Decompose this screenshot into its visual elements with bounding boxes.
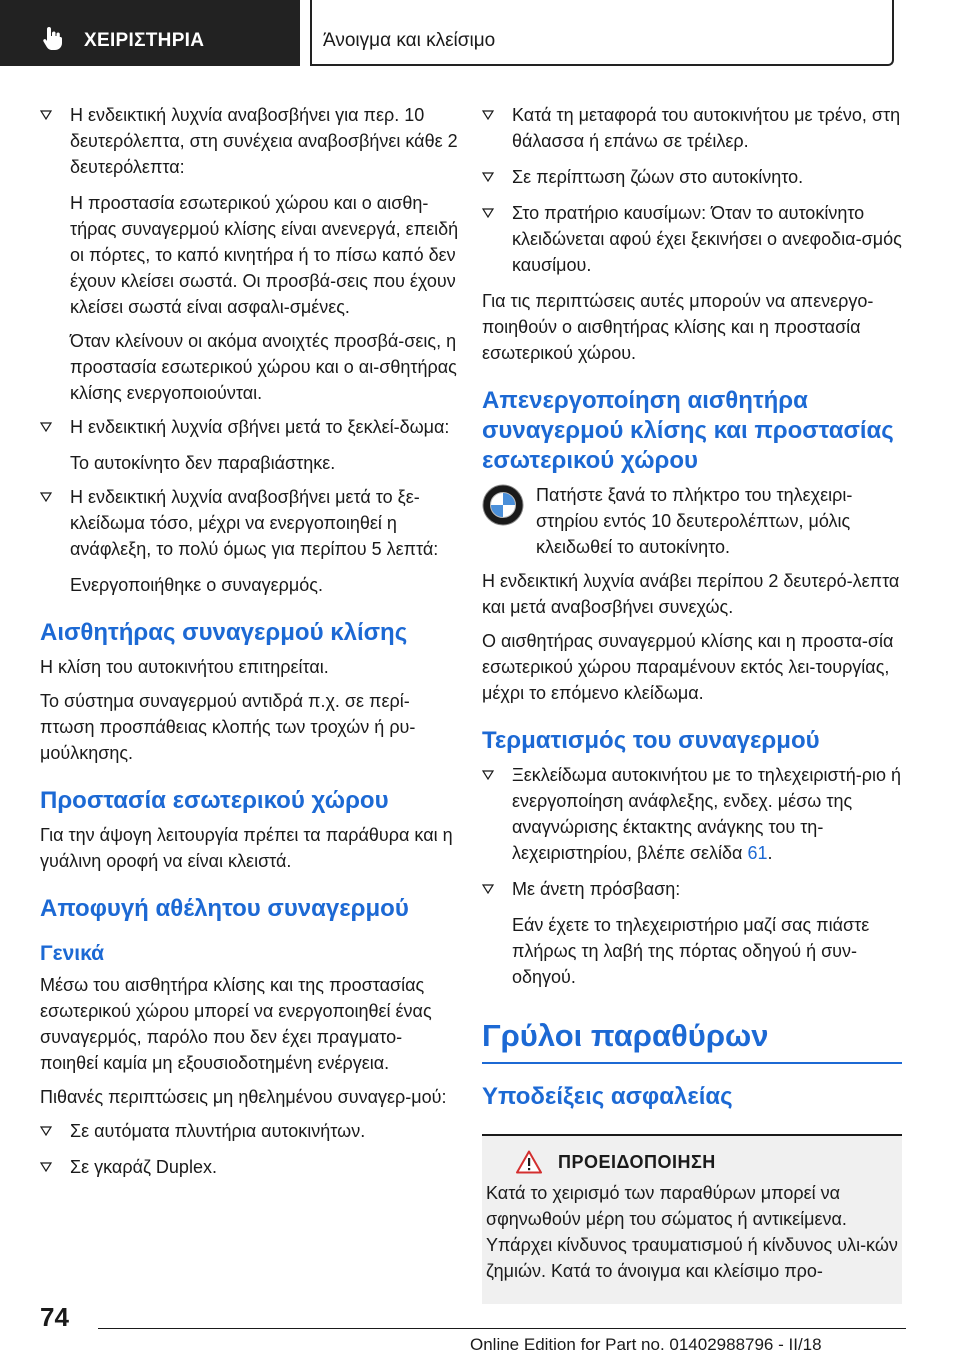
list-item-text: Η ενδεικτική λυχνία σβήνει μετά το ξεκλεί-δωμα: <box>70 417 450 437</box>
paragraph: Η κλίση του αυτοκινήτου επιτηρείται. <box>40 657 329 677</box>
paragraph: Μέσω του αισθητήρα κλίσης και της προστασίας εσωτερικού χώρου μπορεί να ενεργοποιηθεί ένας συναγερμός, παρόλο που δεν έχει πραγματο-ποιηθεί καμία μη εξουσιοδοτημένη ενέργεια. <box>40 975 432 1073</box>
heading-interior-protection: Προστασία εσωτερικού χώρου <box>40 787 389 814</box>
list-item <box>40 414 460 440</box>
list-item <box>482 762 902 866</box>
list-item <box>482 164 902 190</box>
list-item <box>40 1154 460 1180</box>
sub-paragraph: Ενεργοποιήθηκε ο συναγερμός. <box>70 575 323 595</box>
bullet-triangle-icon <box>40 1162 52 1172</box>
sub-paragraph: Εάν έχετε το τηλεχειριστήριο μαζί σας πιάστε πλήρως τη λαβή της πόρτας οδηγού ή συν-οδηγού. <box>512 915 870 987</box>
list-item-text: Σε αυτόματα πλυντήρια αυτοκινήτων. <box>70 1121 366 1141</box>
heading-end-alarm: Τερματισμός του συναγερμού <box>482 727 820 754</box>
list-item <box>40 1118 460 1144</box>
page-link-61[interactable]: 61 <box>747 843 768 863</box>
sub-paragraph: Όταν κλείνουν οι ακόμα ανοιχτές προσβά-σεις, η προστασία εσωτερικού χώρου και ο αι-σθητήρας κλίσης ενεργοποιούνται. <box>70 331 457 403</box>
paragraph: Ο αισθητήρας συναγερμού κλίσης και η προστα-σία εσωτερικού χώρου παραμένουν εκτός λει-τουργίας, μέχρι το επόμενο κλείδωμα. <box>482 631 894 703</box>
left-column <box>40 102 460 1190</box>
list-item-text: Κατά τη μεταφορά του αυτοκινήτου με τρένο, στη θάλασσα ή επάνω σε τρέιλερ. <box>512 105 901 151</box>
paragraph: Πιθανές περιπτώσεις μη ηθελημένου συναγερ-μού: <box>40 1087 447 1107</box>
list-item-text: Με άνετη πρόσβαση: <box>512 879 681 899</box>
list-item <box>40 102 460 180</box>
heading-deactivate-sensors: Απενεργοποίηση αισθητήρα συναγερμού κλίσης και προστασίας εσωτερικού χώρου <box>482 387 894 474</box>
warning-header <box>516 1150 902 1174</box>
list-item-text: Η ενδεικτική λυχνία αναβοσβήνει μετά το ξε-κλείδωμα τόσο, μέχρι να ενεργοποιηθεί η ανάφλεξη, το πολύ όμως για περίπου 5 λεπτά: <box>70 487 439 559</box>
heading-safety-notes: Υποδείξεις ασφαλείας <box>482 1083 733 1110</box>
list-item-text: Η ενδεικτική λυχνία αναβοσβήνει για περ. 10 δευτερόλεπτα, στη συνέχεια αναβοσβήνει κάθε 2 δευτερόλεπτα: <box>70 105 458 177</box>
list-item-text-end: . <box>767 843 773 863</box>
footer-divider <box>98 1328 906 1329</box>
bullet-triangle-icon <box>482 884 494 894</box>
sub-paragraph: Το αυτοκίνητο δεν παραβιάστηκε. <box>70 453 336 473</box>
page-header <box>0 0 960 66</box>
bullet-triangle-icon <box>40 110 52 120</box>
bullet-triangle-icon <box>40 1126 52 1136</box>
bullet-triangle-icon <box>482 770 494 780</box>
list-item <box>482 876 902 902</box>
bmw-logo-icon <box>482 484 524 526</box>
warning-box <box>482 1134 902 1304</box>
list-item-text: Σε γκαράζ Duplex. <box>70 1157 217 1177</box>
section-title: Άνοιγμα και κλείσιμο <box>323 30 496 51</box>
list-item-text: Ξεκλείδωμα αυτοκινήτου με το τηλεχειριστή-ριο ή ενεργοποίηση ανάφλεξης, ενδεχ. μέσω της αναγνώρισης έκτακτης ανάγκης του τη-λεχειριστηρίου, βλέπε σελίδα <box>512 765 902 863</box>
chapter-title: ΧΕΙΡΙΣΤΗΡΙΑ <box>84 30 205 51</box>
right-column <box>482 102 902 1304</box>
warning-text: Κατά το χειρισμό των παραθύρων μπορεί να σφηνωθούν μέρη του σώματος ή αντικείμενα. Υπάρχει κίνδυνος τραυματισμού ή κίνδυνος υλι-κών ζημιών. Κατά το άνοιγμα και κλείσιμο προ- <box>486 1183 898 1281</box>
heading-avoid-false-alarm: Αποφυγή αθέλητου συναγερμού <box>40 895 409 922</box>
paragraph: Το σύστημα συναγερμού αντιδρά π.χ. σε περί-πτωση προσπάθειας κλοπής των τροχών ή ρυ-μούλκησης. <box>40 691 416 763</box>
heading-window-lifts: Γρύλοι παραθύρων <box>482 1016 902 1064</box>
warning-title: ΠΡΟΕΙΔΟΠΟΙΗΣΗ <box>558 1151 716 1172</box>
sub-paragraph: Η προστασία εσωτερικού χώρου και ο αισθη-τήρας συναγερμού κλίσης είναι ανενεργά, επειδή οι πόρτες, το καπό κινητήρα ή το πίσω καπό δεν έχουν κλείσει σωστά. Οι προσβά-σεις που έχουν κλείσει σωστά είναι ασφαλι-σμένες. <box>70 193 459 317</box>
bullet-triangle-icon <box>482 110 494 120</box>
list-item <box>482 200 902 278</box>
list-item-text: Στο πρατήριο καυσίμων: Όταν το αυτοκίνητο κλειδώνεται αφού έχει ξεκινήσει ο ανεφοδια-σμός καυσίμου. <box>512 203 902 275</box>
list-item <box>482 102 902 154</box>
heading-tilt-sensor: Αισθητήρας συναγερμού κλίσης <box>40 619 408 646</box>
hand-pointer-icon <box>40 25 66 51</box>
warning-triangle-icon <box>516 1150 542 1174</box>
paragraph-text: Πατήστε ξανά το πλήκτρο του τηλεχειρι-στηρίου εντός 10 δευτερολέπτων, μόλις κλειδωθεί το αυτοκίνητο. <box>536 485 853 557</box>
paragraph: Η ενδεικτική λυχνία ανάβει περίπου 2 δευτερό-λεπτα και μετά αναβοσβήνει συνεχώς. <box>482 571 900 617</box>
page-number: 74 <box>40 1302 69 1332</box>
paragraph: Για τις περιπτώσεις αυτές μπορούν να απενεργο-ποιηθούν ο αισθητήρας κλίσης και η προστασία εσωτερικού χώρου. <box>482 291 874 363</box>
bullet-triangle-icon <box>482 172 494 182</box>
footer-edition: Online Edition for Part no. 01402988796 - II/18 <box>470 1335 822 1354</box>
heading-general: Γενικά <box>40 942 105 965</box>
bullet-triangle-icon <box>40 492 52 502</box>
bullet-triangle-icon <box>482 208 494 218</box>
paragraph-with-logo <box>482 482 902 560</box>
bullet-triangle-icon <box>40 422 52 432</box>
list-item <box>40 484 460 562</box>
list-item-text: Σε περίπτωση ζώων στο αυτοκίνητο. <box>512 167 804 187</box>
paragraph: Για την άψογη λειτουργία πρέπει τα παράθυρα και η γυάλινη οροφή να είναι κλειστά. <box>40 825 453 871</box>
